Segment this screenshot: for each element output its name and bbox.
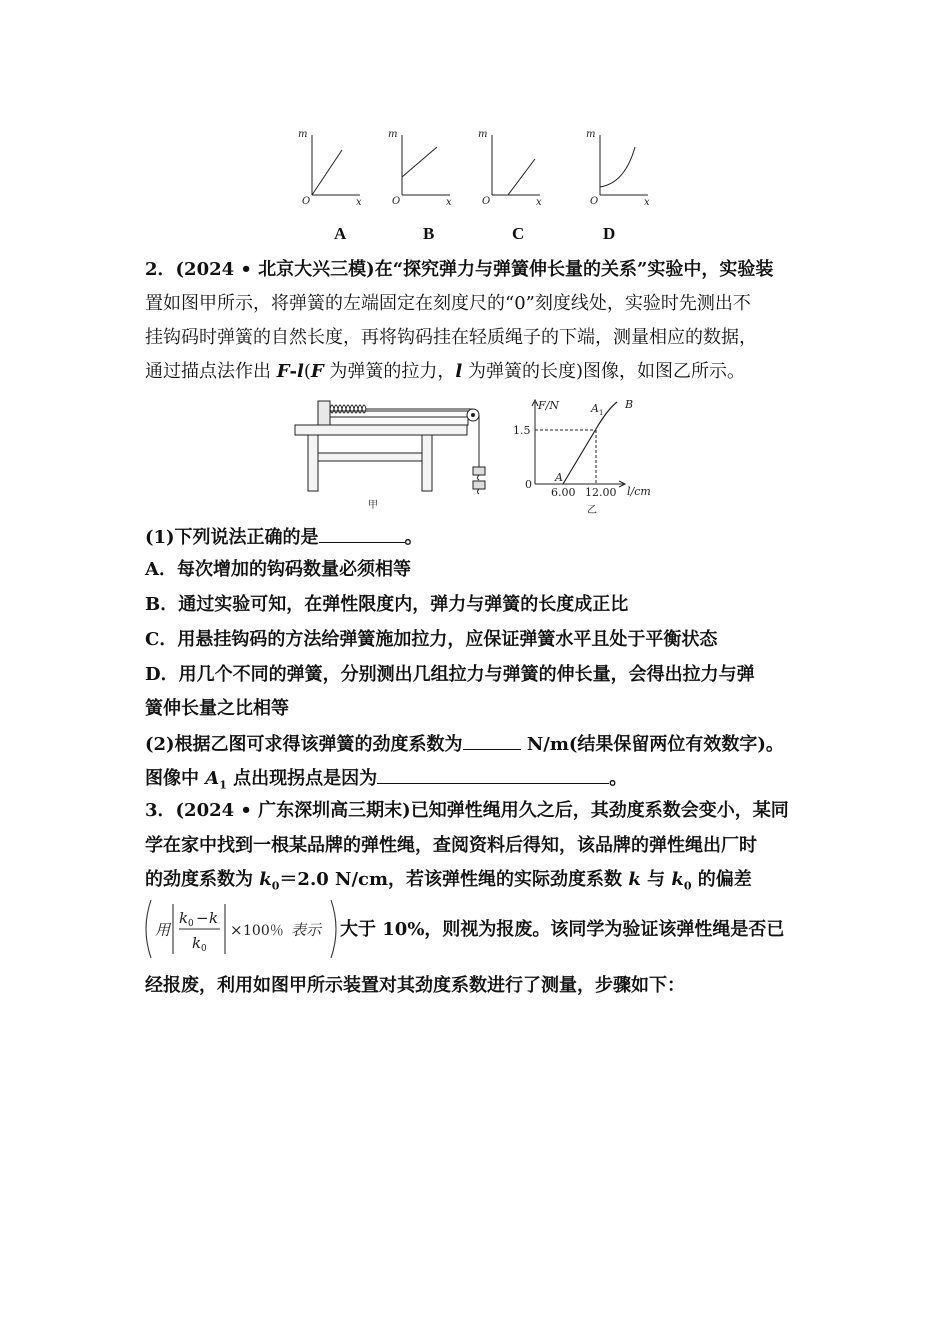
graph-d-xlabel: x xyxy=(644,197,650,208)
q2-sub2b-end: 。 xyxy=(609,768,628,789)
q3-line-1: 3．(2024 • 广东深圳高三期末)已知弹性绳用久之后，其劲度系数会变小，某同 xyxy=(145,800,789,821)
q2-option-c: C．用悬挂钩码的方法给弹簧施加拉力，应保证弹簧水平且处于平衡状态 xyxy=(145,629,718,650)
q2-line-4 xyxy=(145,360,745,384)
option-label-a: A xyxy=(334,224,347,243)
zero-label: 0 xyxy=(525,478,532,491)
option-label-c: C xyxy=(512,224,525,243)
q2-option-b: B．通过实验可知，在弹性限度内，弹力与弹簧的长度成正比 xyxy=(145,594,629,615)
q2-sub2-end: N/m(结果保留两位有效数字)。 xyxy=(520,734,784,755)
q3-line-4: 大于 10%，则视为报废。该同学为验证该弹性绳是否已 xyxy=(340,919,785,940)
formula-minus: − xyxy=(196,909,209,927)
q3-line-3 xyxy=(145,868,752,899)
answer-blank-3[interactable] xyxy=(377,765,609,784)
graph-a-ylabel: m xyxy=(298,129,308,140)
graph-c-xlabel: x xyxy=(536,197,542,208)
left-paren xyxy=(146,900,151,958)
graph-c xyxy=(492,135,540,195)
q3-line-3-mid: 与 xyxy=(640,869,672,890)
formula-den-sub: 0 xyxy=(201,944,207,954)
q2-sub2b xyxy=(145,765,627,798)
formula-biaoshi: 表示 xyxy=(291,921,322,939)
formula-num-sub: 0 xyxy=(188,919,194,929)
formula-yong: 用 xyxy=(155,921,171,939)
formula-den-k0: k xyxy=(192,934,202,952)
q2-sub2b-mid: 点出现拐点是因为 xyxy=(226,768,378,789)
var-l: l xyxy=(297,361,304,382)
dash: - xyxy=(289,361,297,382)
q2-line-4-pre: 通过描点法作出 xyxy=(145,361,277,382)
option-label-d: D xyxy=(603,224,616,243)
q2-sub2-text: (2)根据乙图可求得该弹簧的劲度系数为 xyxy=(145,734,463,755)
answer-blank-1[interactable] xyxy=(319,524,405,543)
graph-d xyxy=(600,135,648,195)
graph-a-origin: O xyxy=(302,196,311,207)
q3-line-3-post: 的偏差 xyxy=(691,869,752,890)
graph-b-origin: O xyxy=(392,196,401,207)
formula-times: × xyxy=(230,921,243,939)
fl-curve xyxy=(563,402,617,484)
formula-num-k: k xyxy=(209,909,219,927)
var-F: F xyxy=(276,361,290,382)
graph-b-ylabel: m xyxy=(388,129,398,140)
graph-a xyxy=(312,135,360,195)
var-A1: A xyxy=(205,768,220,789)
var-k0-2: k xyxy=(671,869,684,890)
var-F-2: F xyxy=(310,361,324,382)
var-A1-sub: 1 xyxy=(219,778,227,792)
figure-yi-caption: 乙 xyxy=(587,505,597,516)
y-axis-label: F/N xyxy=(538,399,559,412)
q2-sub1 xyxy=(145,524,423,550)
right-paren xyxy=(331,900,336,958)
graph-b-xlabel: x xyxy=(446,197,452,208)
q2-line-1: 2．(2024 • 北京大兴三模)在“探究弹力与弹簧伸长量的关系”实验中，实验装 xyxy=(145,259,774,280)
answer-blank-2[interactable] xyxy=(463,731,521,750)
var-k: k xyxy=(628,869,641,890)
option-graphs xyxy=(290,125,670,215)
graph-c-ylabel: m xyxy=(478,129,488,140)
paren: ( xyxy=(303,361,311,382)
q2-option-a: A．每次增加的钩码数量必须相等 xyxy=(145,559,411,580)
figure-jia-apparatus xyxy=(290,395,490,510)
graph-d-origin: O xyxy=(590,196,599,207)
q2-option-d-line-2: 簧伸长量之比相等 xyxy=(145,698,289,719)
q2-line-4-post: 为弹簧的长度)图像，如图乙所示。 xyxy=(462,361,745,382)
var-l-2: l xyxy=(455,361,463,382)
x-axis-label: l/cm xyxy=(627,485,651,498)
q2-sub2b-pre: 图像中 xyxy=(145,768,206,789)
deviation-formula xyxy=(143,896,339,962)
q2-line-3: 挂钩码时弹簧的自然长度，再将钩码挂在轻质绳子的下端，测量相应的数据， xyxy=(145,327,757,348)
point-a-label: A xyxy=(555,471,563,484)
option-label-b: B xyxy=(423,224,435,243)
q2-sub1-end: 。 xyxy=(404,527,423,548)
q2-sub2 xyxy=(145,731,784,757)
figure-jia-caption: 甲 xyxy=(368,500,378,510)
q2-line-4-mid: 为弹簧的拉力， xyxy=(323,361,456,382)
q3-line-3-pre: 的劲度系数为 xyxy=(145,869,260,890)
q3-line-5: 经报废，利用如图甲所示装置对其劲度系数进行了测量，步骤如下： xyxy=(145,975,685,996)
point-a1-sub: 1 xyxy=(599,409,604,417)
graph-b xyxy=(402,135,450,195)
q2-sub1-text: (1)下列说法正确的是 xyxy=(145,527,319,548)
point-a1-label: A xyxy=(591,402,599,415)
x-tick-6: 6.00 xyxy=(551,486,576,499)
var-k0-2-sub: 0 xyxy=(683,879,692,893)
var-k0-sub: 0 xyxy=(271,879,280,893)
graph-c-origin: O xyxy=(482,196,491,207)
q3-line-3-val: ＝2.0 N/cm，若该弹性绳的实际劲度系数 xyxy=(279,869,629,890)
x-tick-12: 12.00 xyxy=(585,486,617,499)
formula-num-k0: k xyxy=(179,909,189,927)
formula-percent: 100％ xyxy=(243,923,284,939)
q2-option-d-line-1: D．用几个不同的弹簧，分别测出几组拉力与弹簧的伸长量，会得出拉力与弹 xyxy=(145,664,755,685)
figure-yi-graph xyxy=(505,392,665,517)
var-k0: k xyxy=(259,869,272,890)
q2-line-2: 置如图甲所示，将弹簧的左端固定在刻度尺的“0”刻度线处，实验时先测出不 xyxy=(145,293,751,314)
y-tick-1-5: 1.5 xyxy=(513,424,531,437)
graph-a-xlabel: x xyxy=(356,197,362,208)
q3-line-2: 学在家中找到一根某品牌的弹性绳，查阅资料后得知，该品牌的弹性绳出厂时 xyxy=(145,835,757,856)
graph-d-ylabel: m xyxy=(586,129,596,140)
point-b-label: B xyxy=(625,398,634,411)
